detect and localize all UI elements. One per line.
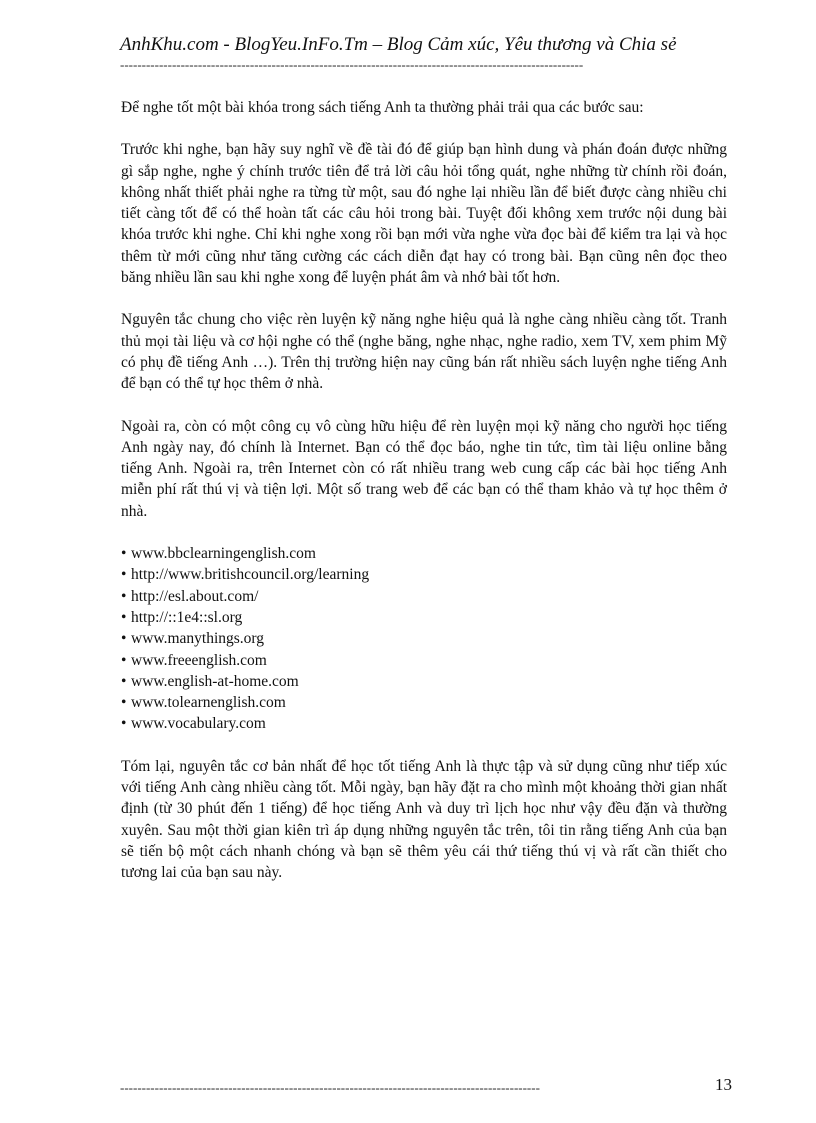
paragraph-internet-tools: Ngoài ra, còn có một công cụ vô cùng hữu hiệu để rèn luyện mọi kỹ năng cho người học tiếng Anh ngày nay, đó chính là Internet. Bạn có thể đọc báo, nghe tin tức, tìm tài liệu online bằng tiếng Anh. Ngoài ra, trên Internet còn có rất nhiều trang web cung cấp các bài học tiếng Anh miễn phí rất thú vị và tiện lợi. Một số trang web để các bạn có thể tham khảo và tự học thêm ở nhà.	[121, 417, 727, 520]
list-item	[121, 650, 727, 671]
paragraph-conclusion: Tóm lại, nguyên tắc cơ bản nhất để học tốt tiếng Anh là thực tập và sử dụng cũng như tiếp xúc với tiếng Anh càng nhiều càng tốt. Mỗi ngày, bạn hãy đặt ra cho mình một khoảng thời gian nhất định (từ 30 phút đến 1 tiếng) để học tiếng Anh và duy trì lịch học như vậy đều đặn và thường xuyên. Sau một thời gian kiên trì áp dụng những nguyên tắc trên, tôi tin rằng tiếng Anh của bạn sẽ tiến bộ một cách nhanh chóng và bạn sẽ thêm yêu cái thứ tiếng thú vị và rất cần thiết cho tương lai của bạn sau này.	[121, 757, 727, 882]
link-text: http://esl.about.com/	[131, 587, 259, 605]
bullet-icon: •	[121, 715, 127, 733]
link-text: www.tolearnenglish.com	[131, 694, 286, 712]
bullet-icon: •	[121, 587, 127, 605]
page-footer	[120, 1075, 732, 1097]
link-text: www.english-at-home.com	[131, 672, 299, 690]
page-header	[120, 34, 730, 72]
link-text: http://::1e4::sl.org	[131, 608, 243, 626]
link-text: www.freeenglish.com	[131, 651, 267, 669]
bullet-icon: •	[121, 566, 127, 584]
link-text: http://www.britishcouncil.org/learning	[131, 566, 370, 584]
paragraph-listening-steps: Trước khi nghe, bạn hãy suy nghĩ về đề tài đó để giúp bạn hình dung và phán đoán được những gì sắp nghe, nghe ý chính trước tiên để trả lời câu hỏi tổng quát, nghe những từ chính rồi đoán, không nhất thiết phải nghe ra từng từ một, sau đó nghe lại nhiều lần để biết được càng nhiều chi tiết càng tốt để có thể hoàn tất các câu hỏi trong bài. Tuyệt đối không xem trước nội dung bài khóa trước khi nghe. Chỉ khi nghe xong rồi bạn mới vừa nghe vừa đọc bài để kiểm tra lại và học thêm từ mới cũng như tăng cường các cách diễn đạt hay có trong bài. Bạn cũng nên đọc theo băng nhiều lần sau khi nghe xong để luyện phát âm và nhớ bài tốt hơn.	[121, 141, 727, 287]
bullet-icon: •	[121, 630, 127, 648]
list-item	[121, 586, 727, 607]
header-divider: -----------------------------------------------------------------------------------------------------------	[120, 58, 584, 72]
list-item	[121, 543, 727, 564]
list-item	[121, 692, 727, 713]
page-number: 13	[715, 1075, 732, 1094]
bullet-icon: •	[121, 545, 127, 563]
bullet-icon: •	[121, 608, 127, 626]
intro-paragraph: Để nghe tốt một bài khóa trong sách tiếng Anh ta thường phải trải qua các bước sau:	[121, 99, 644, 116]
link-text: www.bbclearningenglish.com	[131, 545, 316, 563]
bullet-icon: •	[121, 694, 127, 712]
bullet-icon: •	[121, 651, 127, 669]
list-item	[121, 564, 727, 585]
document-body	[121, 97, 727, 905]
list-item	[121, 671, 727, 692]
list-item	[121, 607, 727, 628]
header-title: AnhKhu.com - BlogYeu.InFo.Tm – Blog Cảm xúc, Yêu thương và Chia sẻ	[120, 34, 677, 55]
bullet-icon: •	[121, 672, 127, 690]
link-text: www.manythings.org	[131, 630, 265, 648]
list-item	[121, 628, 727, 649]
paragraph-listening-principle: Nguyên tắc chung cho việc rèn luyện kỹ năng nghe hiệu quả là nghe càng nhiều càng tốt. Tranh thủ mọi tài liệu và cơ hội nghe có thể (nghe băng, nghe nhạc, nghe radio, xem TV, xem phim Mỹ có phụ đề tiếng Anh …). Trên thị trường hiện nay cũng bán rất nhiều sách luyện nghe tiếng Anh để bạn có thể tự học thêm ở nhà.	[121, 311, 727, 393]
footer-divider: -------------------------------------------------------------------------------------------------	[120, 1081, 540, 1095]
list-item	[121, 713, 727, 734]
website-list	[121, 543, 727, 735]
link-text: www.vocabulary.com	[131, 715, 266, 733]
